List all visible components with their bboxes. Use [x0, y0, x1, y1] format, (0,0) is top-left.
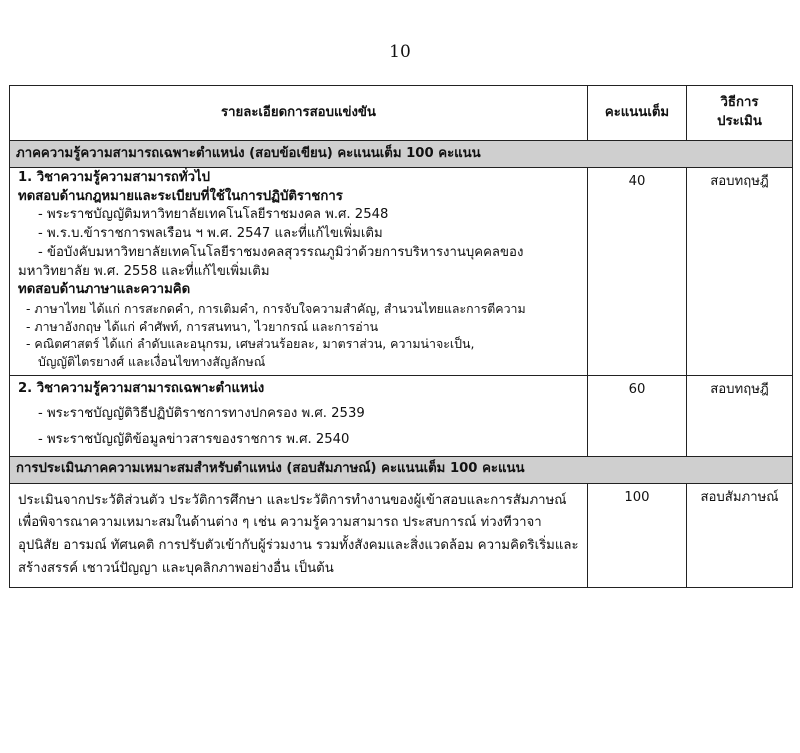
interview-description: ประเมินจากประวัติส่วนตัว ประวัติการศึกษา และประวัติการทำงานของผู้เข้าสอบและการสัมภาษณ์เพื่อพิจารณาความเหมาะสมในด้านต่าง ๆ เช่น ความรู้ความสามารถ ประสบการณ์ ท่วงทีวาจา อุปนิสัย อารมณ์ ทัศนคติ การปรับตัวเข้ากับผู้ร่วมงาน รวมทั้งสังคมและสิ่งแวดล้อม ความคิดริเริ่มและสร้างสรรค์ เชาวน์ปัญญา และบุคลิกภาพอย่างอื่น เป็นต้น [10, 483, 588, 587]
section-title-written-exam: ภาคความรู้ความสามารถเฉพาะตำแหน่ง (สอบข้อเขียน) คะแนนเต็ม 100 คะแนน [10, 141, 793, 168]
law-item-continuation: มหาวิทยาลัย พ.ศ. 2558 และที่แก้ไขเพิ่มเติม [18, 263, 270, 279]
header-method [687, 86, 793, 141]
subject2-title: 2. วิชาความรู้ความสามารถเฉพาะตำแหน่ง [18, 380, 265, 396]
subject1-method: สอบทฤษฎี [687, 168, 793, 376]
language-item-continuation: บัญญัติไตรยางศ์ และเงื่อนไขทางสัญลักษณ์ [38, 353, 266, 369]
interview-score: 100 [588, 483, 687, 587]
law-item: - ข้อบังคับมหาวิทยาลัยเทคโนโลยีราชมงคลสุวรรณภูมิว่าด้วยการบริหารงานบุคคลของ [38, 244, 524, 260]
interview-method: สอบสัมภาษณ์ [687, 483, 793, 587]
subject2-item: - พระราชบัญญัติข้อมูลข่าวสารของราชการ พ.ศ. 2540 [38, 432, 350, 448]
header-detail: รายละเอียดการสอบแข่งขัน [10, 86, 588, 141]
law-group-title: ทดสอบด้านกฎหมายและระเบียบที่ใช้ในการปฏิบัติราชการ [18, 188, 343, 204]
language-item: - ภาษาอังกฤษ ได้แก่ คำศัพท์, การสนทนา, ไวยากรณ์ และการอ่าน [26, 318, 379, 334]
law-item: - พ.ร.บ.ข้าราชการพลเรือน ฯ พ.ศ. 2547 และที่แก้ไขเพิ่มเติม [38, 226, 383, 242]
language-item: - คณิตศาสตร์ ได้แก่ ลำดับและอนุกรม, เศษส่วนร้อยละ, มาตราส่วน, ความน่าจะเป็น, [26, 336, 475, 352]
header-method-line1: วิธีการ [720, 95, 759, 111]
exam-details-table [9, 85, 793, 588]
law-item: - พระราชบัญญัติมหาวิทยาลัยเทคโนโลยีราชมงคล พ.ศ. 2548 [38, 207, 389, 223]
table-row-interview [10, 483, 793, 587]
subject2-item: - พระราชบัญญัติวิธีปฏิบัติราชการทางปกครอง พ.ศ. 2539 [38, 406, 365, 422]
section-row-written-exam [10, 141, 793, 168]
table-header-row [10, 86, 793, 141]
table-row-subject2 [10, 375, 793, 456]
subject1-score: 40 [588, 168, 687, 376]
language-item: - ภาษาไทย ได้แก่ การสะกดคำ, การเติมคำ, การจับใจความสำคัญ, สำนวนไทยและการตีความ [26, 301, 526, 317]
subject2-score: 60 [588, 375, 687, 456]
table-row-subject1 [10, 168, 793, 376]
header-method-line2: ประเมิน [717, 114, 762, 129]
header-score: คะแนนเต็ม [588, 86, 687, 141]
page-number: 10 [389, 42, 411, 62]
subject1-title: 1. วิชาความรู้ความสามารถทั่วไป [18, 170, 210, 185]
language-group-title: ทดสอบด้านภาษาและความคิด [18, 282, 191, 298]
subject2-details [10, 375, 588, 456]
subject1-details [10, 168, 588, 376]
section-title-interview: การประเมินภาคความเหมาะสมสำหรับตำแหน่ง (สอบสัมภาษณ์) คะแนนเต็ม 100 คะแนน [10, 456, 793, 483]
section-row-interview [10, 456, 793, 483]
subject2-method: สอบทฤษฎี [687, 375, 793, 456]
